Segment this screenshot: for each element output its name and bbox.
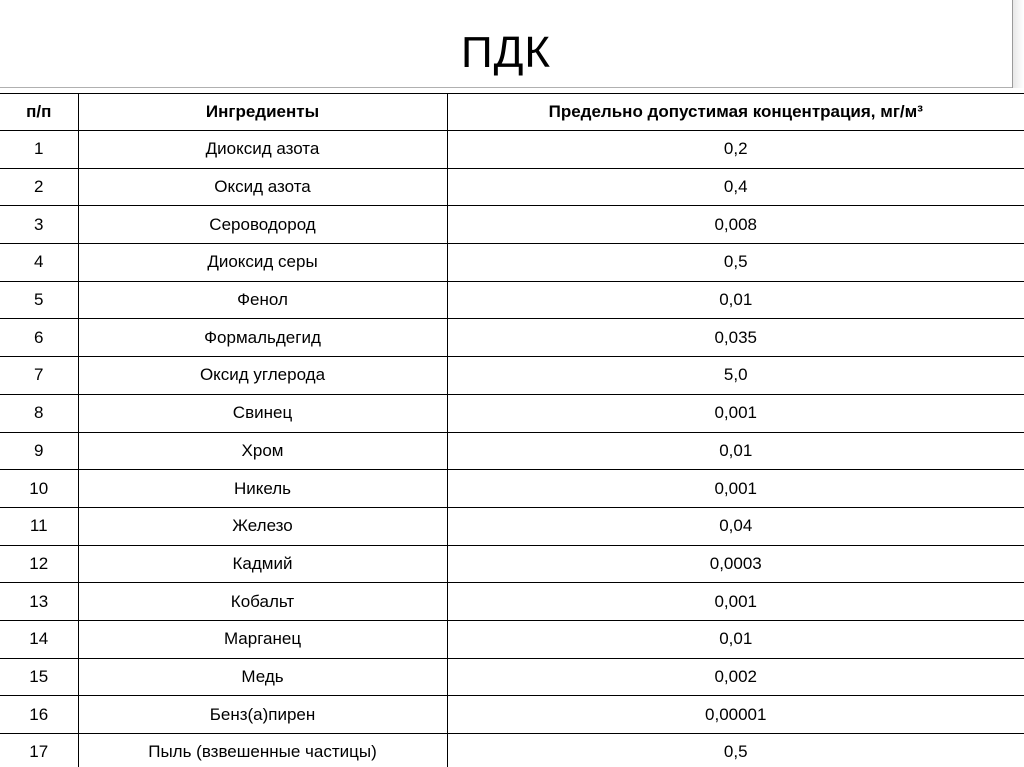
table-row [0,734,1024,767]
table-header-row [0,94,1024,131]
row-ingredient: Железо [78,507,447,545]
row-value: 0,001 [447,470,1024,508]
row-ingredient: Никель [78,470,447,508]
table-row [0,620,1024,658]
row-value: 0,035 [447,319,1024,357]
table-row [0,583,1024,621]
slide-frame-right [1012,0,1013,88]
table-row [0,658,1024,696]
table-row [0,131,1024,169]
row-number: 2 [0,168,78,206]
table-row [0,357,1024,395]
row-value: 0,002 [447,658,1024,696]
row-value: 0,5 [447,244,1024,282]
row-number: 3 [0,206,78,244]
row-number: 15 [0,658,78,696]
row-number: 7 [0,357,78,395]
row-number: 5 [0,281,78,319]
row-ingredient: Свинец [78,394,447,432]
table-row [0,394,1024,432]
row-value: 0,001 [447,394,1024,432]
row-ingredient: Диоксид серы [78,244,447,282]
slide-frame-bottom [0,87,1012,88]
row-ingredient: Хром [78,432,447,470]
row-ingredient: Оксид азота [78,168,447,206]
table-row [0,281,1024,319]
slide-title: ПДК [460,28,552,77]
row-ingredient: Бенз(а)пирен [78,696,447,734]
row-number: 4 [0,244,78,282]
row-ingredient: Сероводород [78,206,447,244]
row-number: 1 [0,131,78,169]
row-ingredient: Оксид углерода [78,357,447,395]
row-value: 0,00001 [447,696,1024,734]
row-value: 0,4 [447,168,1024,206]
table-row [0,244,1024,282]
row-ingredient: Медь [78,658,447,696]
row-number: 17 [0,734,78,767]
header-number: п/п [0,94,78,131]
row-number: 8 [0,394,78,432]
row-value: 0,01 [447,281,1024,319]
row-number: 14 [0,620,78,658]
table-row [0,507,1024,545]
header-concentration: Предельно допустимая концентрация, мг/м³ [447,94,1024,131]
row-number: 9 [0,432,78,470]
row-ingredient: Кобальт [78,583,447,621]
row-value: 0,008 [447,206,1024,244]
row-number: 6 [0,319,78,357]
row-value: 0,001 [447,583,1024,621]
row-number: 13 [0,583,78,621]
row-value: 0,0003 [447,545,1024,583]
row-value: 5,0 [447,357,1024,395]
row-value: 0,5 [447,734,1024,767]
table-row [0,545,1024,583]
row-number: 16 [0,696,78,734]
table-row [0,206,1024,244]
row-ingredient: Кадмий [78,545,447,583]
table-row [0,696,1024,734]
row-ingredient: Диоксид азота [78,131,447,169]
pdk-table [0,93,1024,767]
row-number: 11 [0,507,78,545]
row-ingredient: Фенол [78,281,447,319]
table-row [0,319,1024,357]
table-row [0,470,1024,508]
row-ingredient: Пыль (взвешенные частицы) [78,734,447,767]
row-value: 0,2 [447,131,1024,169]
row-value: 0,04 [447,507,1024,545]
table-row [0,168,1024,206]
header-ingredients: Ингредиенты [78,94,447,131]
row-number: 12 [0,545,78,583]
table-row [0,432,1024,470]
row-value: 0,01 [447,432,1024,470]
row-number: 10 [0,470,78,508]
row-ingredient: Марганец [78,620,447,658]
slide-frame-shade [1013,0,1024,88]
row-value: 0,01 [447,620,1024,658]
row-ingredient: Формальдегид [78,319,447,357]
